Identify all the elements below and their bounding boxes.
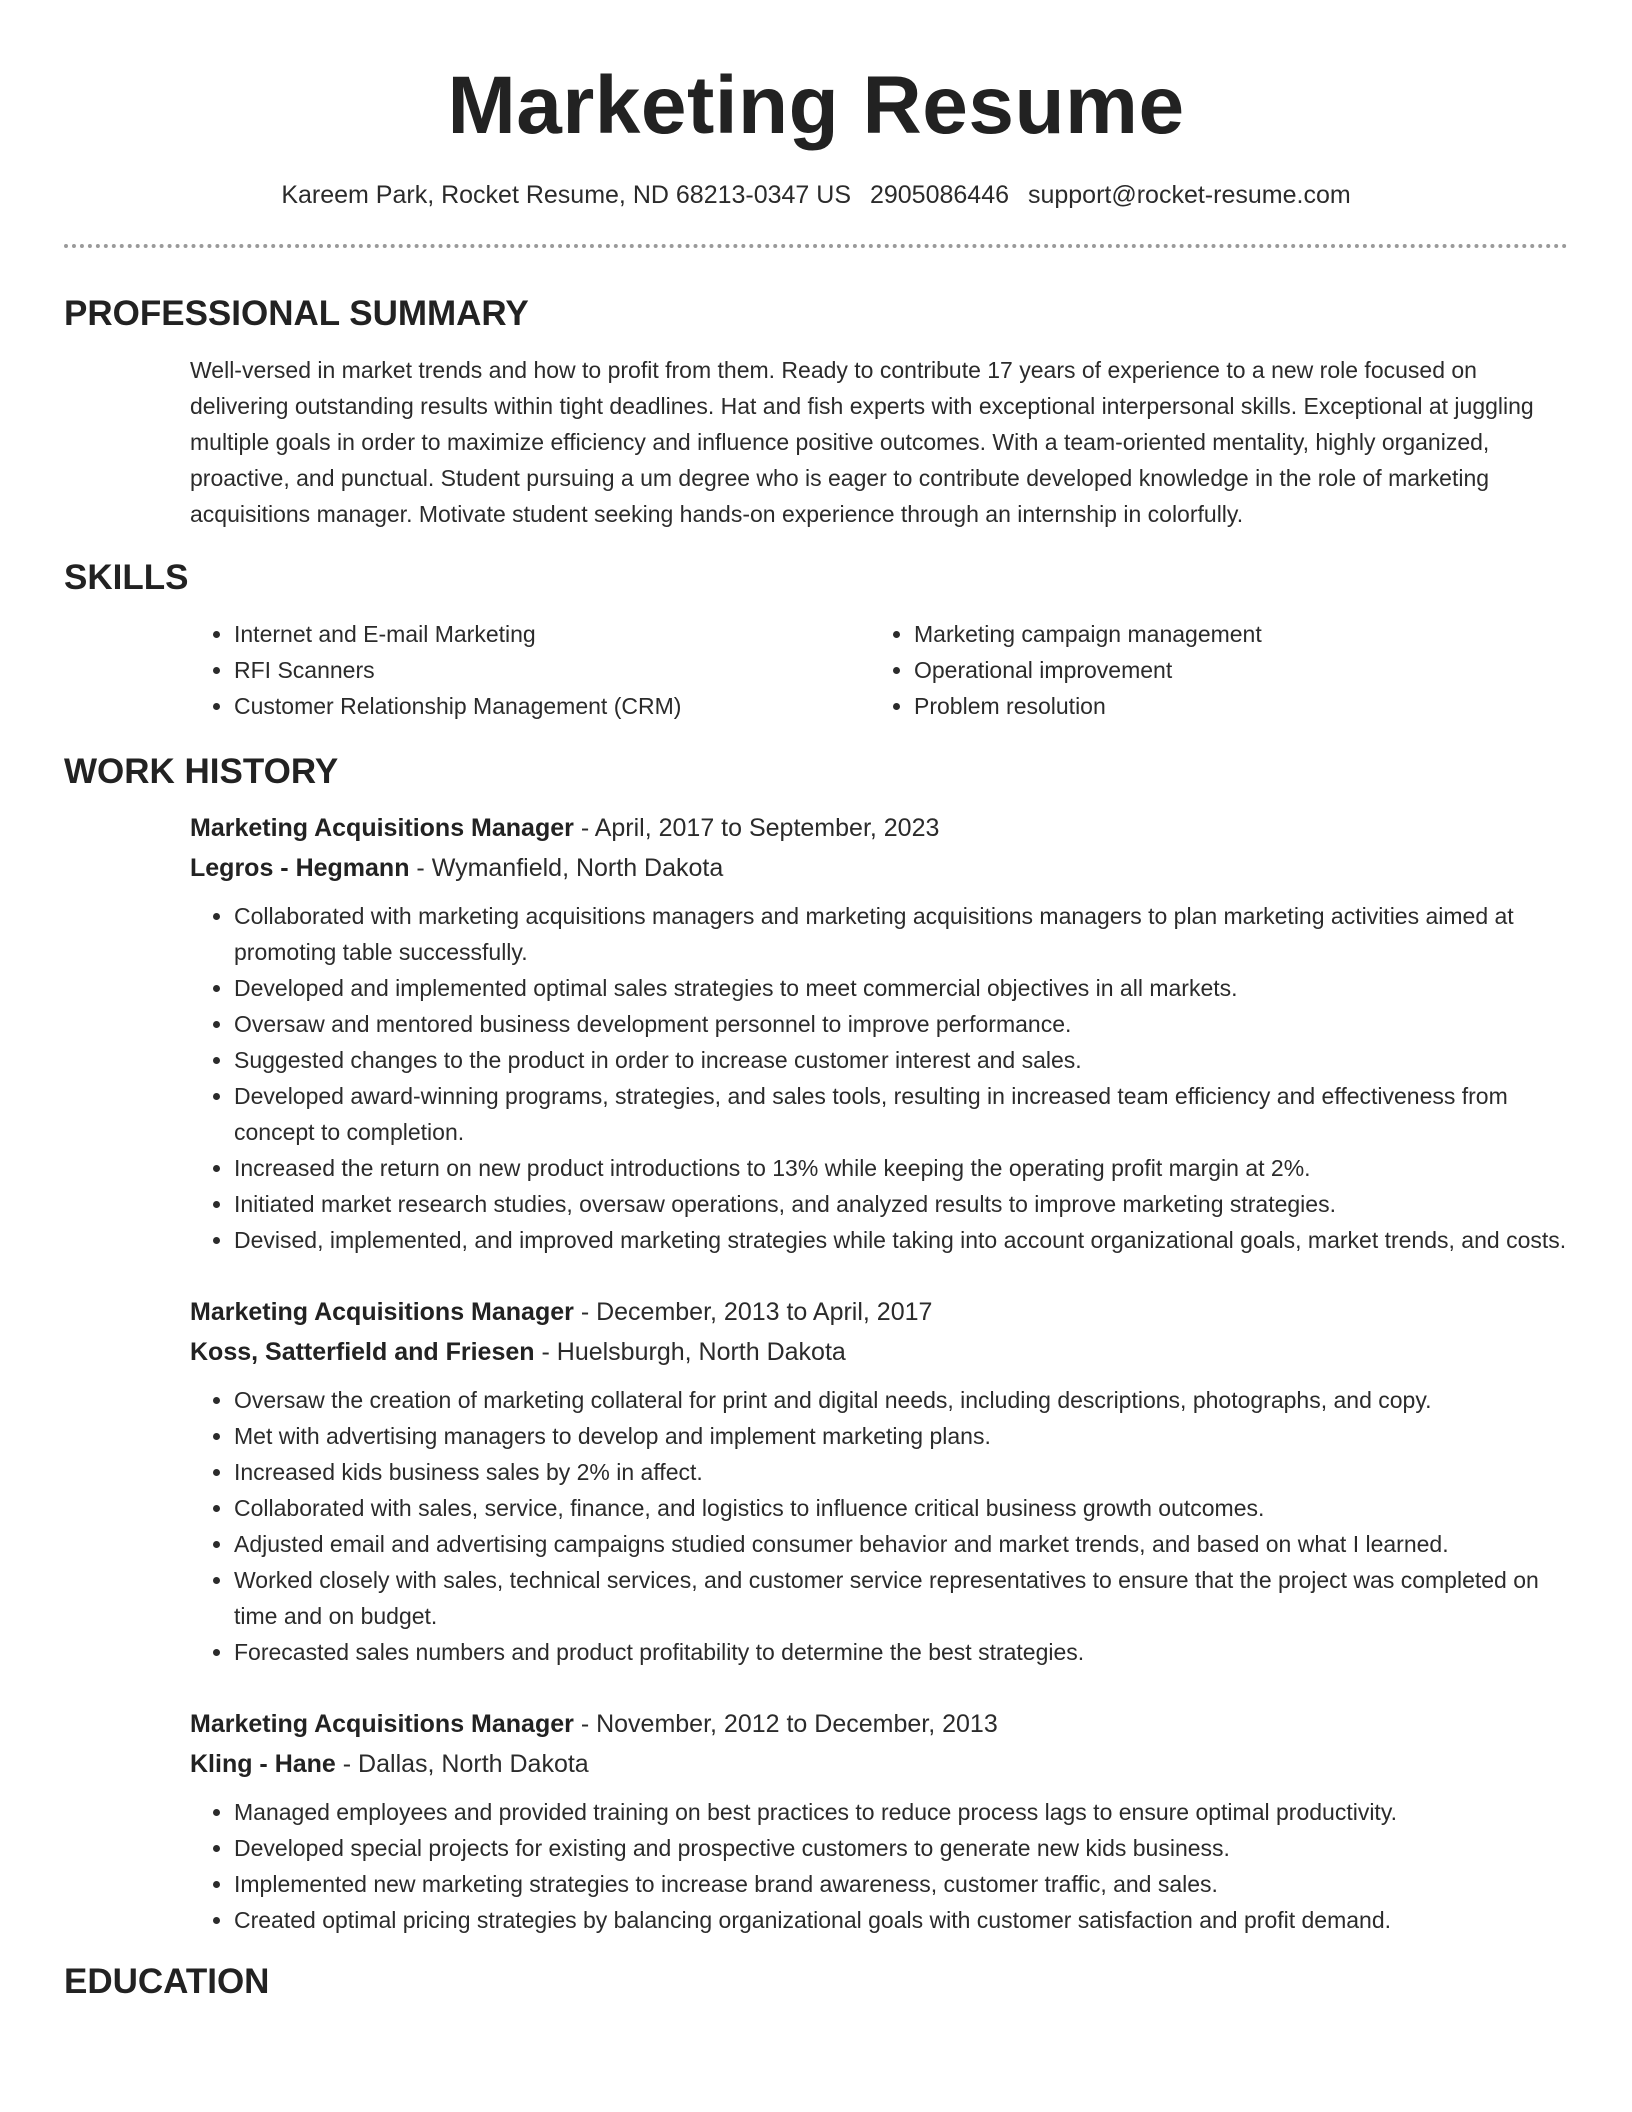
job-company: Legros - Hegmann [190, 854, 410, 882]
job-bullet: • Implemented new marketing strategies to increase brand awareness, customer traffic, and sales. [234, 1866, 1568, 1902]
job-bullet: • Initiated market research studies, oversaw operations, and analyzed results to improve marketing strategies. [234, 1186, 1568, 1222]
job-bullet: • Developed award-winning programs, strategies, and sales tools, resulting in increased team efficiency and effectiveness from concept to completion. [234, 1078, 1568, 1150]
skills-column-left [190, 616, 870, 724]
job-bullet: • Forecasted sales numbers and product profitability to determine the best strategies. [234, 1634, 1568, 1670]
contact-address: Kareem Park, Rocket Resume, ND 68213-0347 US [281, 181, 852, 209]
job-bullet: • Devised, implemented, and improved marketing strategies while taking into account organizational goals, market trends, and costs. [234, 1222, 1568, 1258]
job-bullet: • Met with advertising managers to develop and implement marketing plans. [234, 1418, 1568, 1454]
job-bullet: • Developed special projects for existing and prospective customers to generate new kids business. [234, 1830, 1568, 1866]
job-bullet: • Collaborated with marketing acquisitions managers and marketing acquisitions managers to plan marketing activities aimed at promoting table successfully. [234, 898, 1568, 970]
resume-title: Marketing Resume [447, 60, 1185, 151]
skill-item: • Marketing campaign management [914, 616, 1550, 652]
job-location: - Dallas, North Dakota [335, 1750, 589, 1778]
job-title-line [190, 808, 1568, 848]
job-company-line [190, 1332, 1568, 1372]
job-bullet: • Suggested changes to the product in order to increase customer interest and sales. [234, 1042, 1568, 1078]
contact-phone: 2905086446 [869, 181, 1010, 209]
job-bullet: • Collaborated with sales, service, finance, and logistics to influence critical business growth outcomes. [234, 1490, 1568, 1526]
skill-item: • RFI Scanners [234, 652, 870, 688]
job-company: Koss, Satterfield and Friesen [190, 1338, 535, 1366]
contact-info [64, 178, 1568, 212]
job-company-line [190, 1744, 1568, 1784]
job-location: - Huelsburgh, North Dakota [534, 1338, 846, 1366]
job-dates: - November, 2012 to December, 2013 [573, 1710, 998, 1738]
job-location: - Wymanfield, North Dakota [409, 854, 724, 882]
job-bullets [190, 898, 1568, 1258]
skill-item: • Problem resolution [914, 688, 1550, 724]
contact-email: support@rocket-resume.com [1027, 181, 1351, 209]
header-divider [64, 244, 1568, 248]
job-bullet: • Developed and implemented optimal sales strategies to meet commercial objectives in all markets. [234, 970, 1568, 1006]
skills-list [190, 616, 1568, 724]
job-company: Kling - Hane [190, 1750, 336, 1778]
work-history-heading: WORK HISTORY [64, 752, 339, 791]
job-entry [190, 808, 1568, 1258]
job-bullet: • Adjusted email and advertising campaigns studied consumer behavior and market trends, and based on what I learned. [234, 1526, 1568, 1562]
job-bullet: • Increased kids business sales by 2% in affect. [234, 1454, 1568, 1490]
job-title-line [190, 1292, 1568, 1332]
skill-item: • Operational improvement [914, 652, 1550, 688]
job-bullet: • Oversaw the creation of marketing collateral for print and digital needs, including descriptions, photographs, and copy. [234, 1382, 1568, 1418]
job-bullet: • Managed employees and provided training on best practices to reduce process lags to ensure optimal productivity. [234, 1794, 1568, 1830]
skills-heading: SKILLS [64, 558, 189, 597]
resume-page [64, 0, 1568, 2004]
skills-column-right [870, 616, 1550, 724]
job-entry [190, 1704, 1568, 1938]
summary-text: Well-versed in market trends and how to profit from them. Ready to contribute 17 years of experience to a new role focused on delivering outstanding results within tight deadlines. Hat and fish experts with exceptional interpersonal skills. Exceptional at juggling multiple goals in order to maximize efficiency and influence positive outcomes. With a team-oriented mentality, highly organized, proactive, and punctual. Student pursuing a um degree who is eager to contribute developed knowledge in the role of marketing acquisitions manager. Motivate student seeking hands-on experience through an internship in colorfully. [190, 357, 1534, 527]
education-heading: EDUCATION [64, 1962, 270, 2001]
job-dates: - December, 2013 to April, 2017 [573, 1298, 933, 1326]
job-title: Marketing Acquisitions Manager [190, 1710, 574, 1738]
job-dates: - April, 2017 to September, 2023 [573, 814, 940, 842]
job-bullets [190, 1382, 1568, 1670]
summary-heading: PROFESSIONAL SUMMARY [64, 294, 529, 333]
job-bullet: • Oversaw and mentored business development personnel to improve performance. [234, 1006, 1568, 1042]
job-title: Marketing Acquisitions Manager [190, 1298, 574, 1326]
skill-item: • Internet and E-mail Marketing [234, 616, 870, 652]
job-entry [190, 1292, 1568, 1670]
job-company-line [190, 848, 1568, 888]
job-bullet: • Worked closely with sales, technical services, and customer service representatives to ensure that the project was completed on time and on budget. [234, 1562, 1568, 1634]
job-title-line [190, 1704, 1568, 1744]
job-bullet: • Created optimal pricing strategies by balancing organizational goals with customer satisfaction and profit demand. [234, 1902, 1568, 1938]
skill-item: • Customer Relationship Management (CRM) [234, 688, 870, 724]
job-bullets [190, 1794, 1568, 1938]
job-title: Marketing Acquisitions Manager [190, 814, 574, 842]
job-bullet: • Increased the return on new product introductions to 13% while keeping the operating profit margin at 2%. [234, 1150, 1568, 1186]
